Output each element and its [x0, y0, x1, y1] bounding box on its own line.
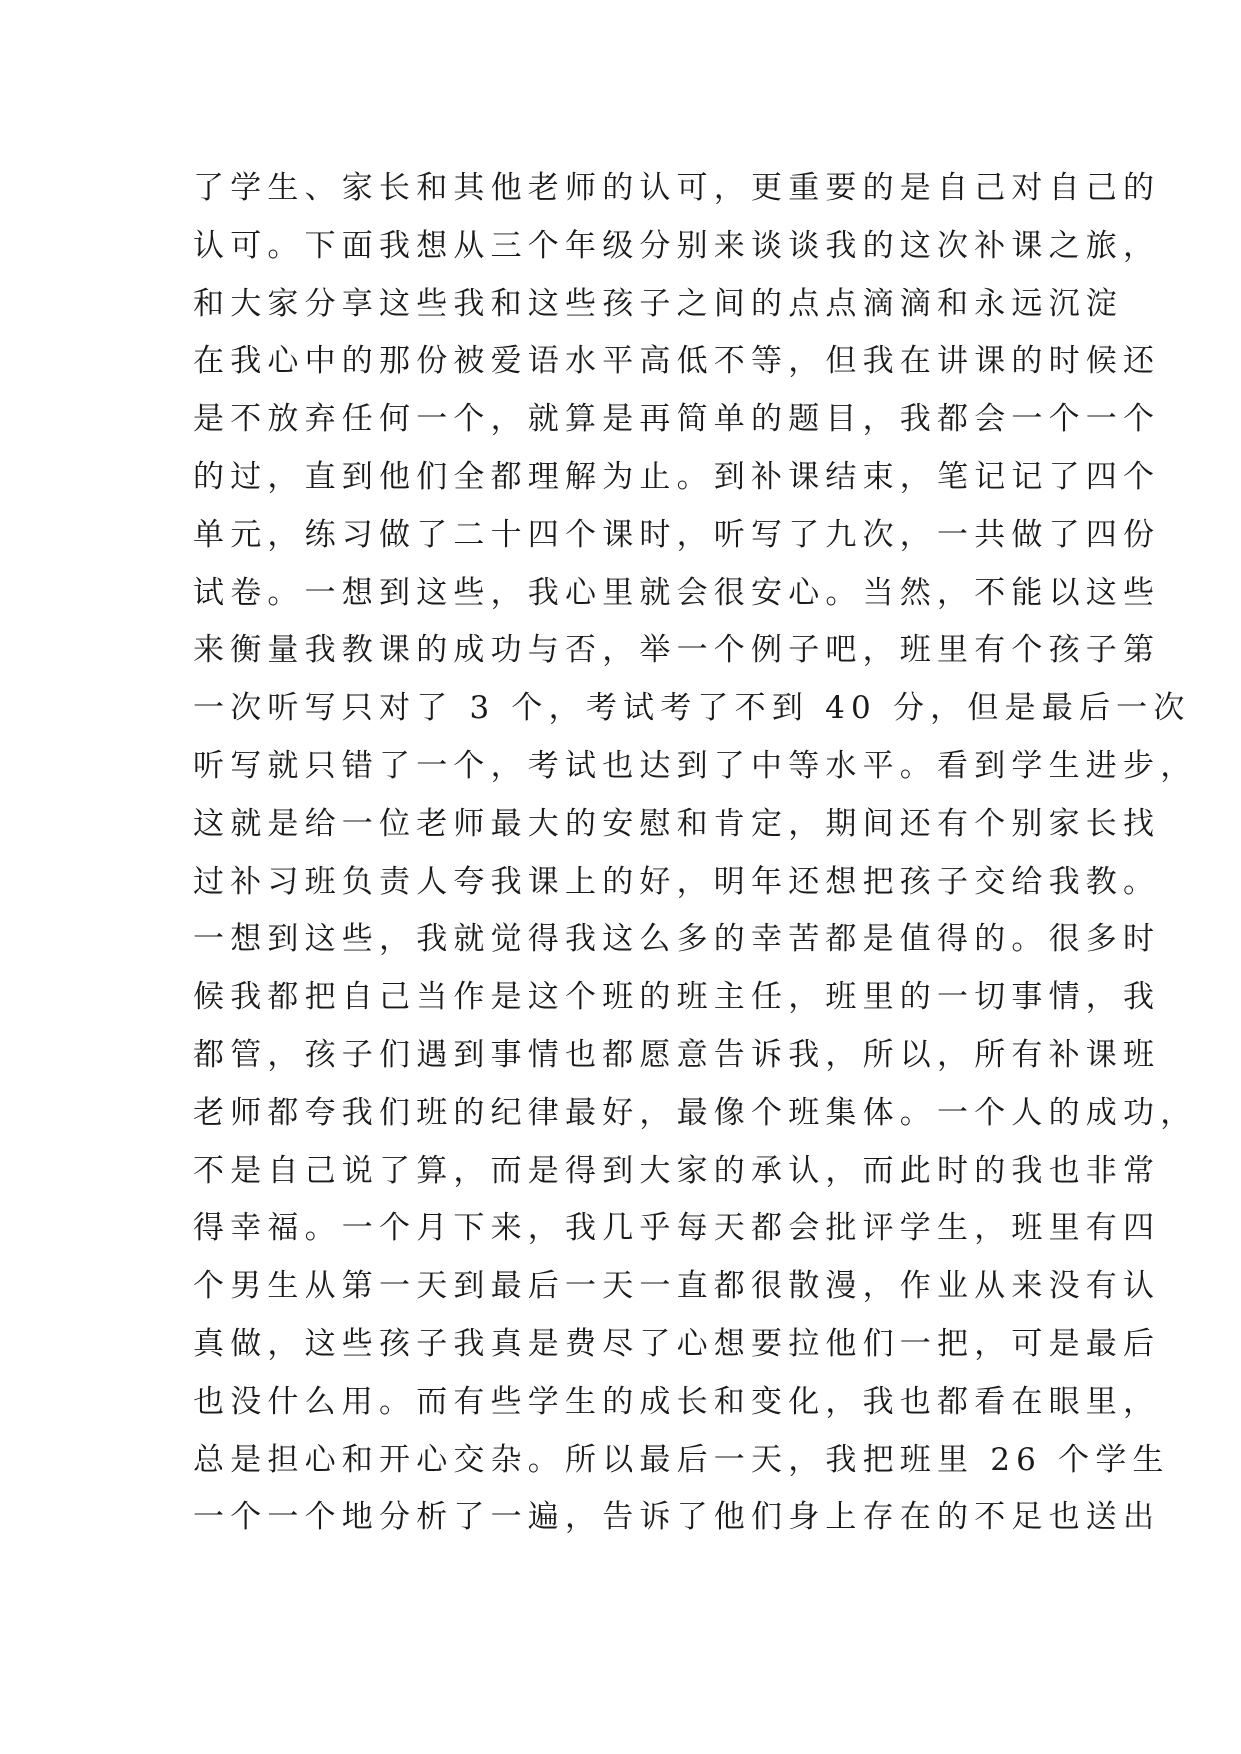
text-line: 总是担心和开心交杂。所以最后一天，我把班里 26 个学生 [193, 1441, 1170, 1478]
text-line: 候我都把自己当作是这个班的班主任，班里的一切事情，我 [193, 979, 1161, 1016]
text-line: 一个一个地分析了一遍，告诉了他们身上存在的不足也送出 [193, 1499, 1161, 1536]
text-line: 听写就只错了一个，考试也达到了中等水平。看到学生进步， [193, 747, 1198, 784]
text-line: 老师都夸我们班的纪律最好，最像个班集体。一个人的成功， [193, 1094, 1198, 1131]
text-line: 和大家分享这些我和这些孩子之间的点点滴滴和永远沉淀 [193, 285, 1123, 322]
text-line: 来衡量我教课的成功与否，举一个例子吧，班里有个孩子第 [193, 632, 1161, 669]
text-line: 一次听写只对了 3 个，考试考了不到 40 分，但是最后一次 [193, 690, 1191, 727]
text-line: 真做，这些孩子我真是费尽了心想要拉他们一把，可是最后 [193, 1325, 1161, 1362]
body-text [193, 160, 1198, 1547]
text-line: 认可。下面我想从三个年级分别来谈谈我的这次补课之旅， [193, 227, 1161, 264]
text-line: 得幸福。一个月下来，我几乎每天都会批评学生，班里有四 [193, 1210, 1161, 1247]
text-line: 个男生从第一天到最后一天一直都很散漫，作业从来没有认 [193, 1268, 1161, 1305]
text-line: 了学生、家长和其他老师的认可，更重要的是自己对自己的 [193, 170, 1161, 206]
text-line: 也没什么用。而有些学生的成长和变化，我也都看在眼里， [193, 1383, 1161, 1420]
text-line: 过补习班负责人夸我课上的好，明年还想把孩子交给我教。 [193, 863, 1161, 900]
text-line: 单元，练习做了二十四个课时，听写了九次，一共做了四份 [193, 516, 1161, 553]
text-line: 这就是给一位老师最大的安慰和肯定，期间还有个别家长找 [193, 805, 1161, 842]
text-line: 一想到这些，我就觉得我这么多的幸苦都是值得的。很多时 [193, 921, 1161, 958]
text-line: 试卷。一想到这些，我心里就会很安心。当然，不能以这些 [193, 574, 1161, 611]
text-line: 的过，直到他们全都理解为止。到补课结束，笔记记了四个 [193, 458, 1161, 495]
text-line: 都管，孩子们遇到事情也都愿意告诉我，所以，所有补课班 [193, 1036, 1161, 1073]
text-line: 不是自己说了算，而是得到大家的承认，而此时的我也非常 [193, 1152, 1161, 1189]
text-line: 在我心中的那份被爱语水平高低不等，但我在讲课的时候还 [193, 343, 1161, 380]
text-line: 是不放弃任何一个，就算是再简单的题目，我都会一个一个 [193, 401, 1161, 438]
